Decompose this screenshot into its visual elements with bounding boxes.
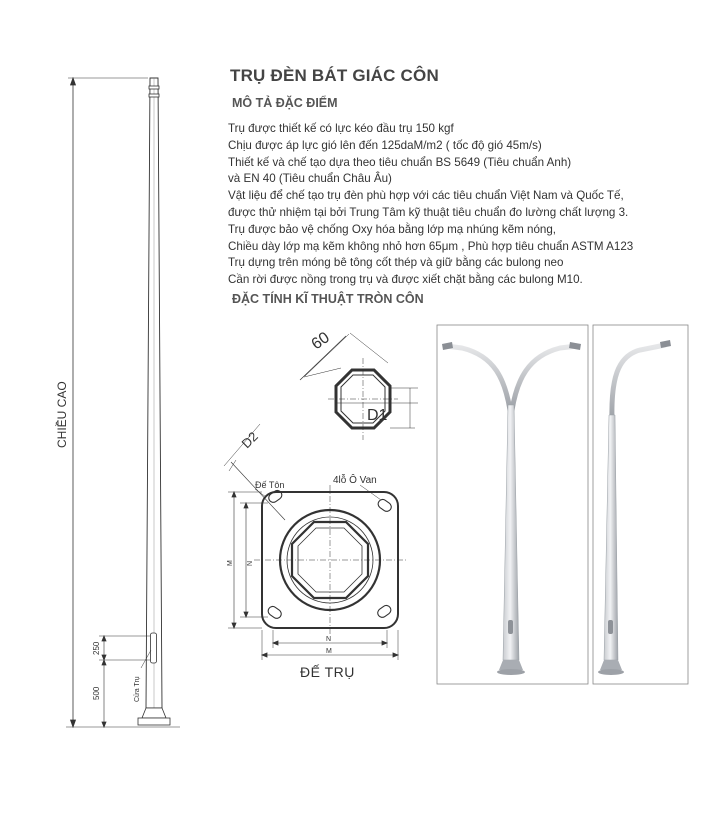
dim-n-left-label: N: [247, 560, 254, 566]
dim-500-label: 500: [92, 686, 101, 700]
dim-60-label: 60: [308, 329, 333, 354]
description-line: và EN 40 (Tiêu chuẩn Châu Âu): [228, 172, 392, 186]
base-plate-drawing: [224, 424, 406, 660]
description-line: Vật liệu để chế tạo trụ đèn phù hợp với các tiêu chuẩn Việt Nam và Quốc Tế,: [228, 189, 624, 203]
description-line: Cần rời được nồng trong trụ và được xiết chặt bằng các bulong M10.: [228, 273, 583, 287]
description-line: Trụ dựng trên móng bê tông cốt thép và giữ bằng các bulong neo: [228, 256, 564, 270]
double-arm-pole-photo: [437, 325, 588, 684]
description-heading: MÔ TẢ ĐẶC ĐIỂM: [232, 96, 338, 110]
dim-d2-label: D2: [238, 428, 261, 452]
pole-door: [151, 633, 157, 663]
description-line: Chiều dày lớp mạ kẽm không nhỏ hơn 65μm , Phù hợp tiêu chuẩn ASTM A123: [228, 239, 634, 253]
dim-m-left-label: M: [227, 560, 234, 566]
description-line: Trụ được thiết kế có lực kéo đầu trụ 150 kgf: [228, 122, 454, 135]
pole-base-plate: [138, 718, 170, 725]
single-arm-pole-photo: [593, 325, 688, 684]
pole-elevation: [66, 78, 180, 727]
base-plate-label: Đế Tôn: [255, 480, 285, 490]
door-label: Cửa Trụ: [134, 676, 141, 702]
description-line: được thử nhiệm tại bởi Trung Tâm kỹ thuật tiêu chuẩn đo lường chất lượng 3.: [228, 205, 629, 219]
dim-n-bottom-label: N: [326, 636, 332, 643]
description-line: Chịu được áp lực gió lên đến 125daM/m2 ( tốc độ gió 45m/s): [228, 138, 542, 152]
dim-m-bottom-label: M: [326, 648, 332, 655]
page-title: TRỤ ĐÈN BÁT GIÁC CÔN: [230, 66, 439, 85]
holes-label: 4lỗ Ô Van: [333, 475, 377, 486]
base-caption: ĐẾ TRỤ: [300, 664, 355, 680]
height-label: CHIỀU CAO: [55, 381, 69, 448]
description-line: Thiết kế và chế tạo dựa theo tiêu chuẩn BS 5649 (Tiêu chuẩn Anh): [228, 155, 572, 169]
dim-d1-label: D1: [367, 407, 388, 424]
description-line: Trụ được bảo vệ chống Oxy hóa bằng lớp mạ nhúng kẽm nóng,: [228, 222, 557, 236]
specs-heading: ĐẶC TÍNH KĨ THUẬT TRÒN CÔN: [232, 292, 424, 306]
dim-250-label: 250: [92, 641, 101, 655]
